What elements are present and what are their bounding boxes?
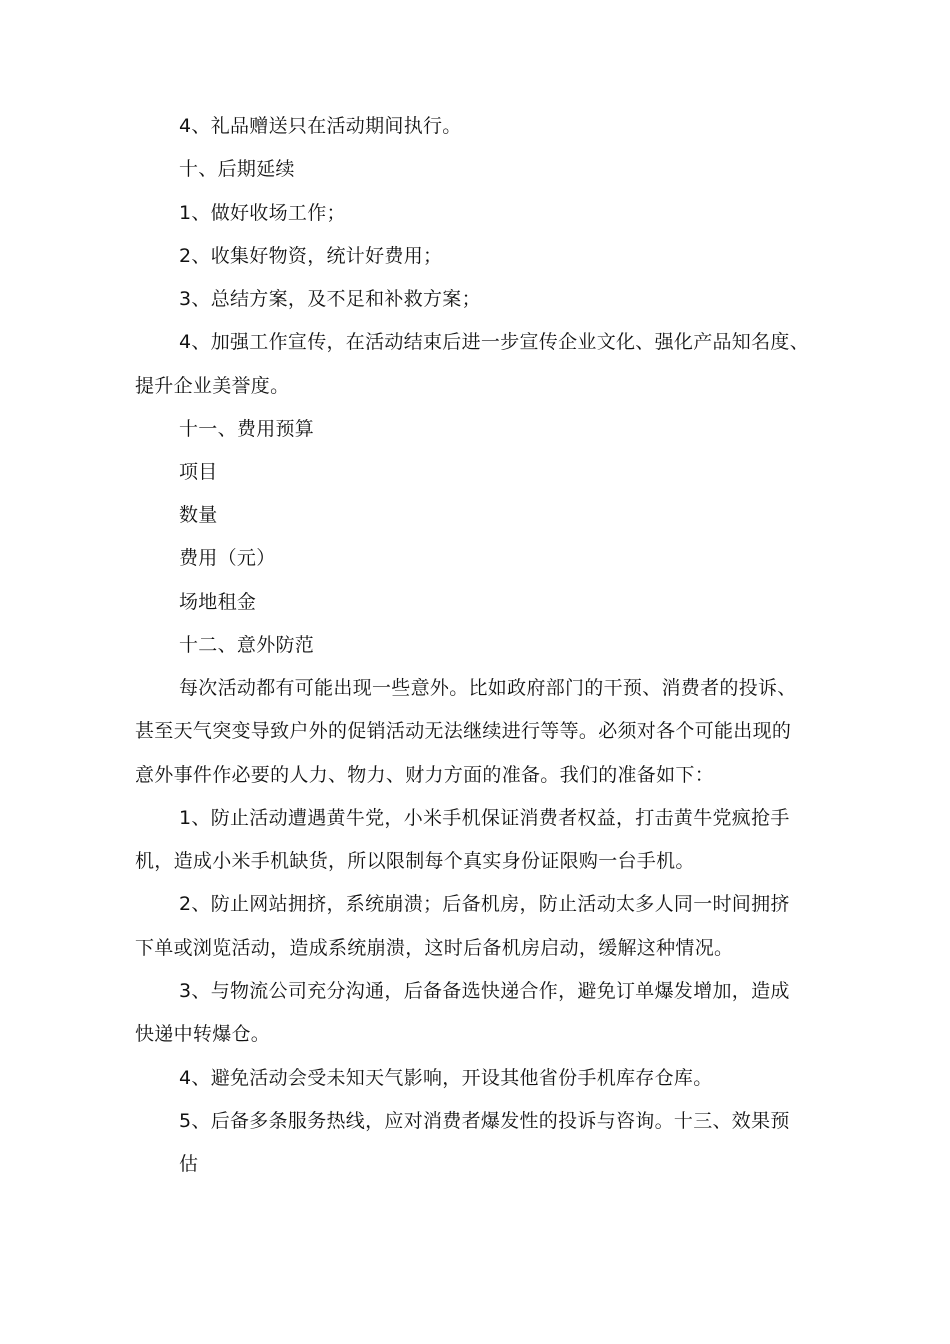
list-item-continuation: 估 — [179, 1153, 199, 1175]
list-item-continuation: 提升企业美誉度。 — [135, 375, 290, 397]
list-item: 3、总结方案，及不足和补救方案； — [179, 288, 481, 310]
list-item: 4、加强工作宣传，在活动结束后进一步宣传企业文化、强化产品知名度、 — [179, 331, 809, 353]
list-item: 2、防止网站拥挤，系统崩溃；后备机房，防止活动太多人同一时间拥挤 — [179, 893, 790, 915]
budget-column-cost: 费用（元） — [179, 547, 276, 569]
list-item: 3、与物流公司充分沟通，后备备选快递合作，避免订单爆发增加，造成 — [179, 980, 790, 1002]
list-item: 1、做好收场工作； — [179, 202, 346, 224]
gift-policy-line: 4、礼品赠送只在活动期间执行。 — [179, 115, 462, 137]
list-item-continuation: 机，造成小米手机缺货，所以限制每个真实身份证限购一台手机。 — [135, 850, 695, 872]
list-item: 5、后备多条服务热线，应对消费者爆发性的投诉与咨询。十三、效果预 — [179, 1110, 790, 1132]
list-item: 4、避免活动会受未知天气影响，开设其他省份手机库存仓库。 — [179, 1067, 713, 1089]
paragraph-line: 意外事件作必要的人力、物力、财力方面的准备。我们的准备如下： — [135, 764, 715, 786]
list-item: 2、收集好物资，统计好费用； — [179, 245, 443, 267]
section-11-heading: 十一、费用预算 — [179, 418, 315, 440]
budget-row-venue-rent: 场地租金 — [179, 591, 257, 613]
section-10-heading: 十、后期延续 — [179, 158, 295, 180]
budget-column-quantity: 数量 — [179, 504, 218, 526]
list-item: 1、防止活动遭遇黄牛党，小米手机保证消费者权益，打击黄牛党疯抢手 — [179, 807, 790, 829]
paragraph-line: 甚至天气突变导致户外的促销活动无法继续进行等等。必须对各个可能出现的 — [135, 720, 792, 742]
budget-column-item: 项目 — [179, 461, 218, 483]
list-item-continuation: 下单或浏览活动，造成系统崩溃，这时后备机房启动，缓解这种情况。 — [135, 937, 734, 959]
paragraph-line: 每次活动都有可能出现一些意外。比如政府部门的干预、消费者的投诉、 — [179, 677, 797, 699]
section-12-heading: 十二、意外防范 — [179, 634, 315, 656]
list-item-continuation: 快递中转爆仓。 — [135, 1023, 271, 1045]
